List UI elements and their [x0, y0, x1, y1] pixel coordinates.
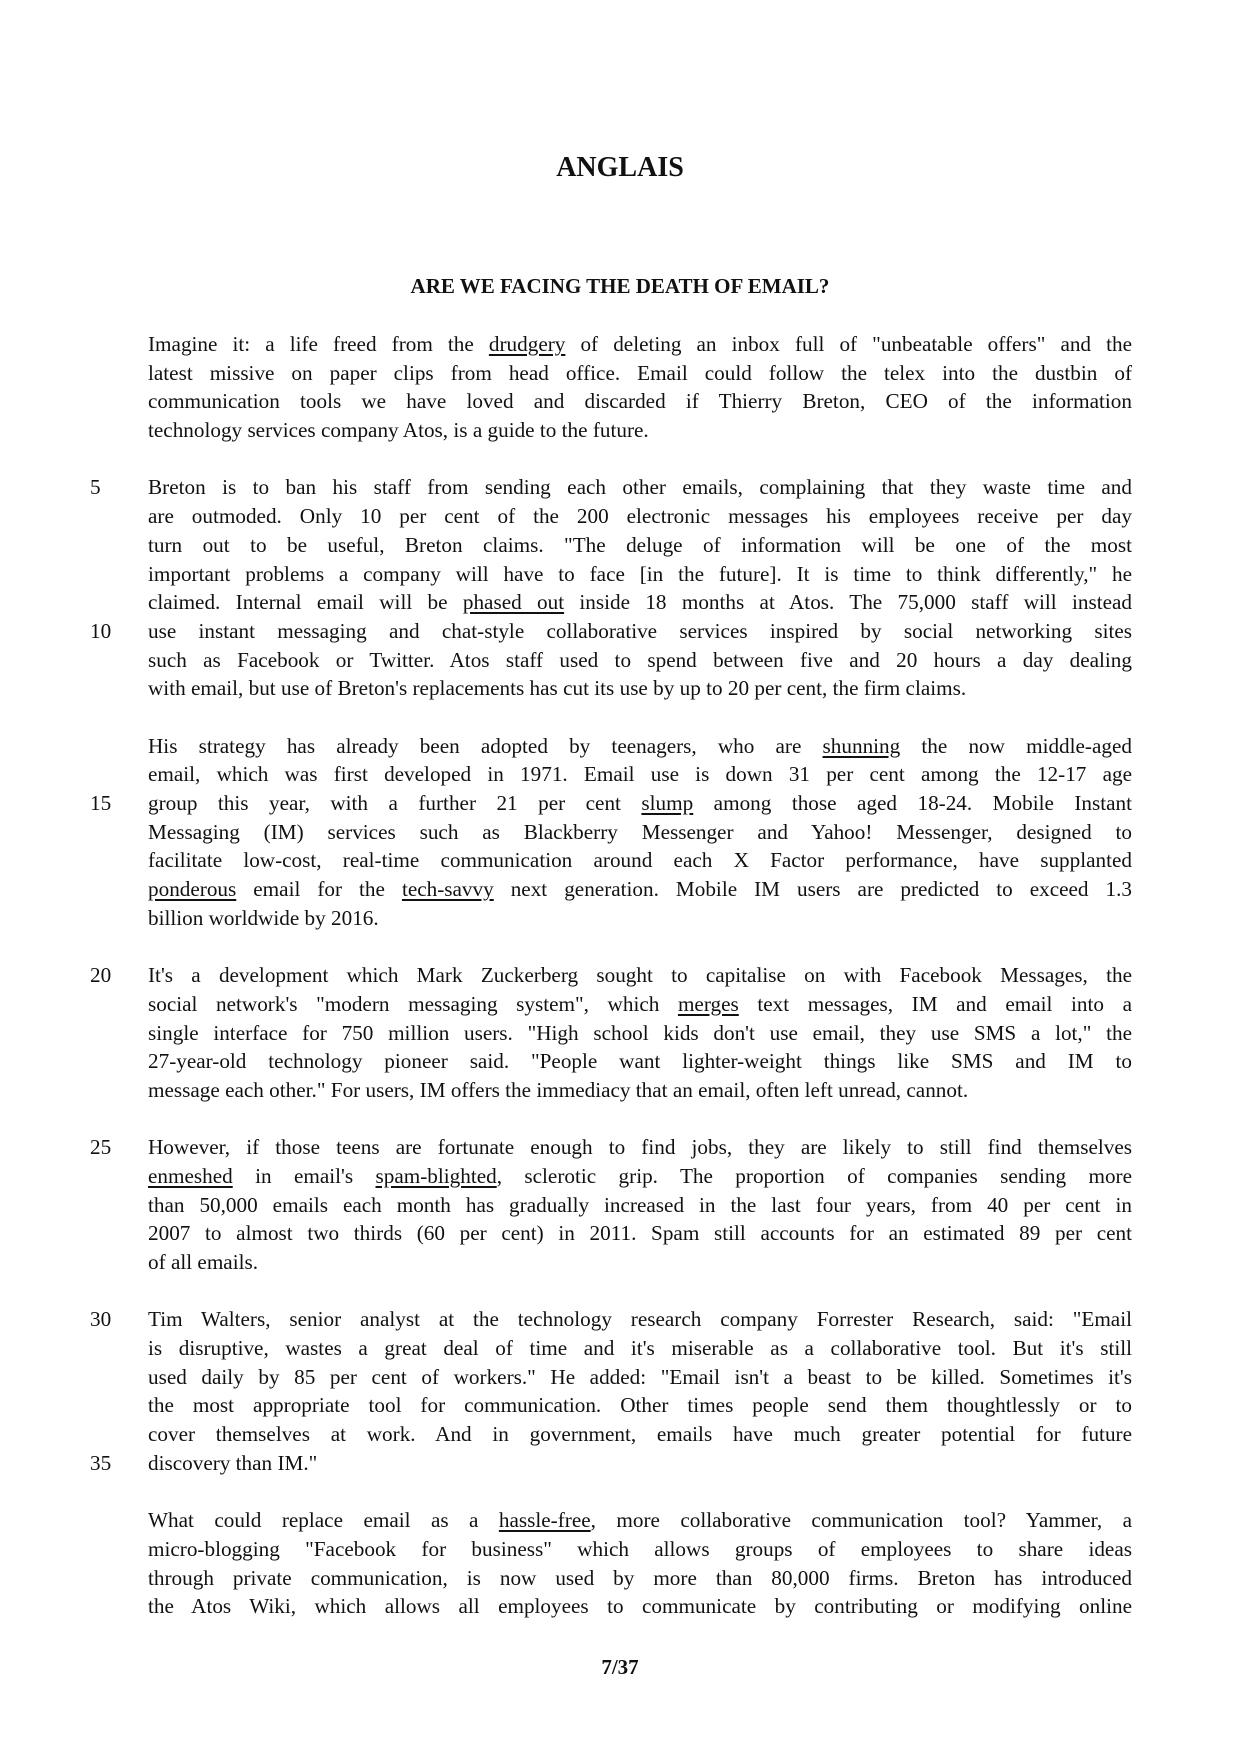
text-line: billion worldwide by 2016.	[148, 905, 379, 930]
text-line: What could replace email as a hassle-free, more collaborative communication tool? Yammer, a	[148, 1508, 1132, 1533]
text-line: technology services company Atos, is a guide to the future.	[148, 418, 649, 443]
text-line: His strategy has already been adopted by teenagers, who are shunning the now middle-aged	[148, 733, 1132, 758]
underlined-vocabulary-word: hassle-free	[498, 1508, 591, 1533]
underlined-vocabulary-word: enmeshed	[148, 1163, 233, 1188]
text-line: Messaging (IM) services such as Blackberry Messenger and Yahoo! Messenger, designed to	[148, 819, 1132, 844]
text-line: 30 Tim Walters, senior analyst at the technology research company Forrester Research, said: "Email	[148, 1305, 1132, 1334]
underlined-vocabulary-word: ponderous	[148, 877, 237, 902]
text-line: latest missive on paper clips from head office. Email could follow the telex into the dustbin of	[148, 360, 1132, 385]
text-line: 25 However, if those teens are fortunate enough to find jobs, they are likely to still find themselves	[148, 1133, 1132, 1162]
text-line: 15 group this year, with a further 21 per cent slump among those aged 18-24. Mobile Instant	[148, 789, 1132, 818]
text-line: claimed. Internal email will be phased out inside 18 months at Atos. The 75,000 staff will instead	[148, 590, 1132, 615]
text-line: such as Facebook or Twitter. Atos staff used to spend between five and 20 hours a day dealing	[148, 647, 1132, 672]
article-paragraph	[90, 961, 1132, 1104]
article-body	[90, 330, 1133, 1650]
line-number: 15	[90, 791, 112, 815]
text-line: 27-year-old technology pioneer said. "People want lighter-weight things like SMS and IM to	[148, 1049, 1132, 1074]
text-line: 35 discovery than IM."	[148, 1449, 1132, 1478]
article-paragraph	[90, 1305, 1132, 1477]
text-line: email, which was first developed in 1971. Email use is down 31 per cent among the 12-17 age	[148, 762, 1132, 787]
underlined-vocabulary-word: tech-savvy	[401, 877, 494, 902]
underlined-vocabulary-word: slump	[641, 791, 694, 815]
text-line: with email, but use of Breton's replacements has cut its use by up to 20 per cent, the firm claims.	[148, 676, 967, 701]
text-line: cover themselves at work. And in government, emails have much greater potential for future	[148, 1422, 1132, 1447]
section-heading: ANGLAIS	[556, 152, 684, 183]
text-line: of all emails.	[148, 1250, 259, 1274]
text-line: important problems a company will have to face [in the future]. It is time to think differently," he	[148, 561, 1132, 586]
text-line: social network's "modern messaging system", which merges text messages, IM and email into a	[148, 991, 1132, 1016]
line-number: 5	[90, 475, 101, 500]
text-line: communication tools we have loved and discarded if Thierry Breton, CEO of the information	[148, 389, 1132, 414]
text-line: 2007 to almost two thirds (60 per cent) in 2011. Spam still accounts for an estimated 89 per cent	[148, 1221, 1132, 1246]
text-line: are outmoded. Only 10 per cent of the 200 electronic messages his employees receive per day	[148, 504, 1132, 529]
text-line: Imagine it: a life freed from the drudgery of deleting an inbox full of "unbeatable offers" and the	[148, 332, 1132, 356]
page-number: 7/37	[601, 1655, 639, 1679]
text-line: ponderous email for the tech-savvy next generation. Mobile IM users are predicted to exceed 1.3	[148, 877, 1132, 902]
line-number: 25	[90, 1135, 112, 1160]
text-line: message each other." For users, IM offers the immediacy that an email, often left unread, cannot.	[148, 1077, 969, 1102]
underlined-vocabulary-word: merges	[677, 991, 739, 1016]
underlined-vocabulary-word: drudgery	[488, 332, 566, 356]
text-line: micro-blogging "Facebook for business" which allows groups of employees to share ideas	[148, 1536, 1132, 1561]
text-line: facilitate low-cost, real-time communication around each X Factor performance, have supplanted	[148, 848, 1132, 873]
underlined-vocabulary-word: phased out	[462, 590, 565, 615]
text-line: single interface for 750 million users. "High school kids don't use email, they use SMS a lot," the	[148, 1020, 1132, 1045]
text-line: through private communication, is now used by more than 80,000 firms. Breton has introduced	[148, 1565, 1132, 1590]
article-title: ARE WE FACING THE DEATH OF EMAIL?	[410, 274, 830, 298]
article-paragraph	[148, 1506, 1132, 1621]
text-line: 20 It's a development which Mark Zuckerberg sought to capitalise on with Facebook Messages, the	[148, 961, 1132, 990]
text-line: turn out to be useful, Breton claims. "The deluge of information will be one of the most	[148, 532, 1132, 557]
underlined-vocabulary-word: shunning	[822, 733, 901, 758]
text-line: used daily by 85 per cent of workers." He added: "Email isn't a beast to be killed. Sometimes it's	[148, 1364, 1132, 1389]
text-line: 10 use instant messaging and chat-style collaborative services inspired by social networking sites	[148, 617, 1132, 646]
line-number: 30	[90, 1307, 112, 1332]
text-line: is disruptive, wastes a great deal of time and it's miserable as a collaborative tool. But it's still	[148, 1336, 1132, 1361]
text-line: enmeshed in email's spam-blighted, sclerotic grip. The proportion of companies sending more	[148, 1163, 1132, 1188]
article-paragraph	[90, 732, 1133, 933]
line-number: 10	[90, 618, 112, 643]
article-paragraph	[90, 1133, 1132, 1276]
article-paragraph	[148, 330, 1132, 445]
text-line: the Atos Wiki, which allows all employees to communicate by contributing or modifying online	[148, 1594, 1132, 1619]
line-number: 35	[90, 1450, 112, 1475]
text-line: the most appropriate tool for communication. Other times people send them thoughtlessly or to	[148, 1393, 1132, 1418]
article-paragraph	[90, 473, 1132, 703]
line-number: 20	[90, 963, 112, 988]
text-line: than 50,000 emails each month has gradually increased in the last four years, from 40 per cent in	[148, 1192, 1132, 1217]
underlined-vocabulary-word: spam-blighted	[375, 1163, 497, 1188]
text-line: 5 Breton is to ban his staff from sending each other emails, complaining that they waste time and	[148, 473, 1132, 502]
